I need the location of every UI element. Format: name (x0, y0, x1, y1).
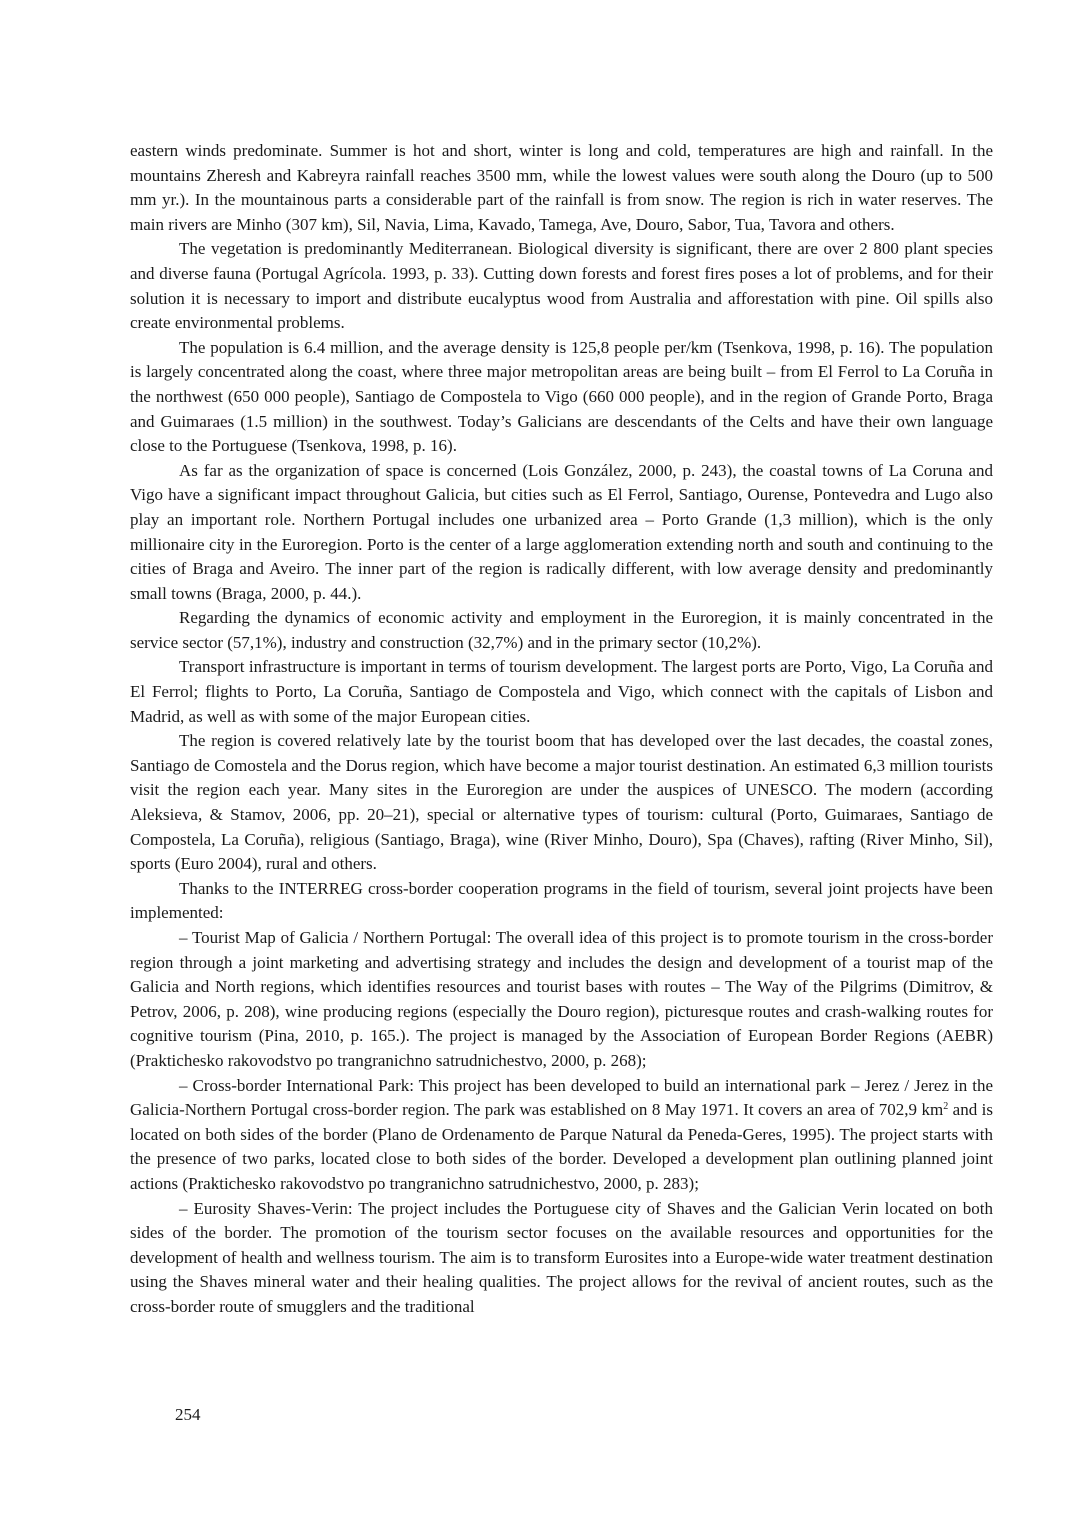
paragraph-transport: Transport infrastructure is important in terms of tourism development. The largest ports are Porto, Vigo, La Coruña and El Ferrol; flights to Porto, La Coruña, Santiago de Compostela and Vigo, which connect with the capitals of Lisbon and Madrid, as well as with some of the major European cities. (130, 657, 993, 726)
page-number: 254 (175, 1405, 201, 1424)
document-body (130, 139, 993, 1320)
paragraph-vegetation: The vegetation is predominantly Mediterranean. Biological diversity is significant, there are over 2 800 plant species and diverse fauna (Portugal Agrícola. 1993, p. 33). Cutting down forests and forest fires poses a lot of problems, and for their solution it is necessary to import and distribute eucalyptus wood from Australia and afforestation with pine. Oil spills also create environmental problems. (130, 239, 993, 333)
paragraph-eurosity: – Eurosity Shaves-Verin: The project includes the Portuguese city of Shaves and the Galician Verin located on both sides of the border. The promotion of the tourism sector focuses on the available resources and opportunities for the development of health and wellness tourism. The aim is to transform Eurosites into a Europe-wide water treatment destination using the Shaves mineral water and their healing qualities. The project allows for the revival of ancient routes, such as the cross-border route of smugglers and the traditional (130, 1198, 993, 1316)
paragraph-tourist-map: – Tourist Map of Galicia / Northern Portugal: The overall idea of this project is to promote tourism in the cross-border region through a joint marketing and advertising strategy and includes the design and development of a tourist map of the Galicia and North regions, which identifies resources and tourist bases with routes – The Way of the Pilgrims (Dimitrov, & Petrov, 2006, p. 208), wine producing regions (especially the Douro region), picturesque routes and crash-walking routes for cognitive tourism (Pina, 2010, p. 165.). The project is managed by the Association of European Border Regions (AEBR) (Praktichesko rakovodstvo po trangranichno satrudnichestvo, 2000, p. 268); (130, 928, 993, 1070)
paragraph-tourist-boom: The region is covered relatively late by the tourist boom that has developed over the last decades, the coastal zones, Santiago de Comostela and the Dorus region, which have become a major tourist destination. An estimated 6,3 million tourists visit the region each year. Many sites in the Euroregion are under the auspices of UNESCO. The modern (according Aleksieva, & Stamov, 2006, pp. 20–21), special or alternative types of tourism: cultural (Porto, Guimaraes, Santiago de Compostela, La Coruña), religious (Santiago, Braga), wine (River Minho, Douro), Spa (Chaves), rafting (River Minho, Sil), sports (Euro 2004), rural and others. (130, 731, 993, 874)
paragraph-economic-activity: Regarding the dynamics of economic activity and employment in the Euroregion, it is mainly concentrated in the service sector (57,1%), industry and construction (32,7%) and in the primary sector (10,2%). (130, 608, 993, 652)
paragraph-international-park (130, 1074, 993, 1197)
park-text-after: and is located on both sides of the border (Plano de Ordenamento de Parque Natural da Peneda-Geres, 1995). The project starts with the presence of two parks, located close to both sides of the border. Developed a development plan outlining planned joint actions (Praktichesko rakovodstvo po trangranichno satrudnichestvo, 2000, p. 283); (130, 1100, 994, 1193)
paragraph-interreg: Thanks to the INTERREG cross-border cooperation programs in the field of tourism, several joint projects have been implemented: (130, 878, 993, 923)
paragraph-organization-of-space: As far as the organization of space is concerned (Lois González, 2000, p. 243), the coastal towns of La Coruna and Vigo have a significant impact throughout Galicia, but cities such as El Ferrol, Santiago, Ourense, Pontevedra and Lugo also play an important role. Northern Portugal includes one urbanized area – Porto Grande (1,3 million), which is the only millionaire city in the Euroregion. Porto is the center of a large agglomeration extending north and south and continuing to the cities of Braga and Aveiro. The inner part of the region is radically different, with low average density and predominantly small towns (Braga, 2000, p. 44.). (130, 460, 993, 603)
paragraph-climate: eastern winds predominate. Summer is hot and short, winter is long and cold, temperatures are high and rainfall. In the mountains Zheresh and Kabreyra rainfall reaches 3500 mm, while the lowest values were south along the Douro (up to 500 mm yr.). In the mountainous parts a considerable part of the rainfall is from snow. The region is rich in water reserves. The main rivers are Minho (307 km), Sil, Navia, Lima, Kavado, Tamega, Ave, Douro, Sabor, Tua, Tavora and others. (130, 141, 993, 234)
park-text-before: – Cross-border International Park: This project has been developed to build an international park – Jerez / Jerez in the Galicia-Northern Portugal cross-border region. The park was established on 8 May 1971. It covers an area of 702,9 km (130, 1075, 993, 1120)
superscript-2: 2 (943, 1101, 949, 1113)
paragraph-population: The population is 6.4 million, and the average density is 125,8 people per/km (Tsenkova, 1998, p. 16). The population is largely concentrated along the coast, where three major metropolitan areas are being built – from El Ferrol to La Coruña in the northwest (650 000 people), Santiago de Compostela to Vigo (660 000 people), and in the region of Grande Porto, Braga and Guimaraes (1.5 million) in the southwest. Today’s Galicians are descendants of the Celts and have their own language close to the Portuguese (Tsenkova, 1998, p. 16). (130, 337, 993, 456)
